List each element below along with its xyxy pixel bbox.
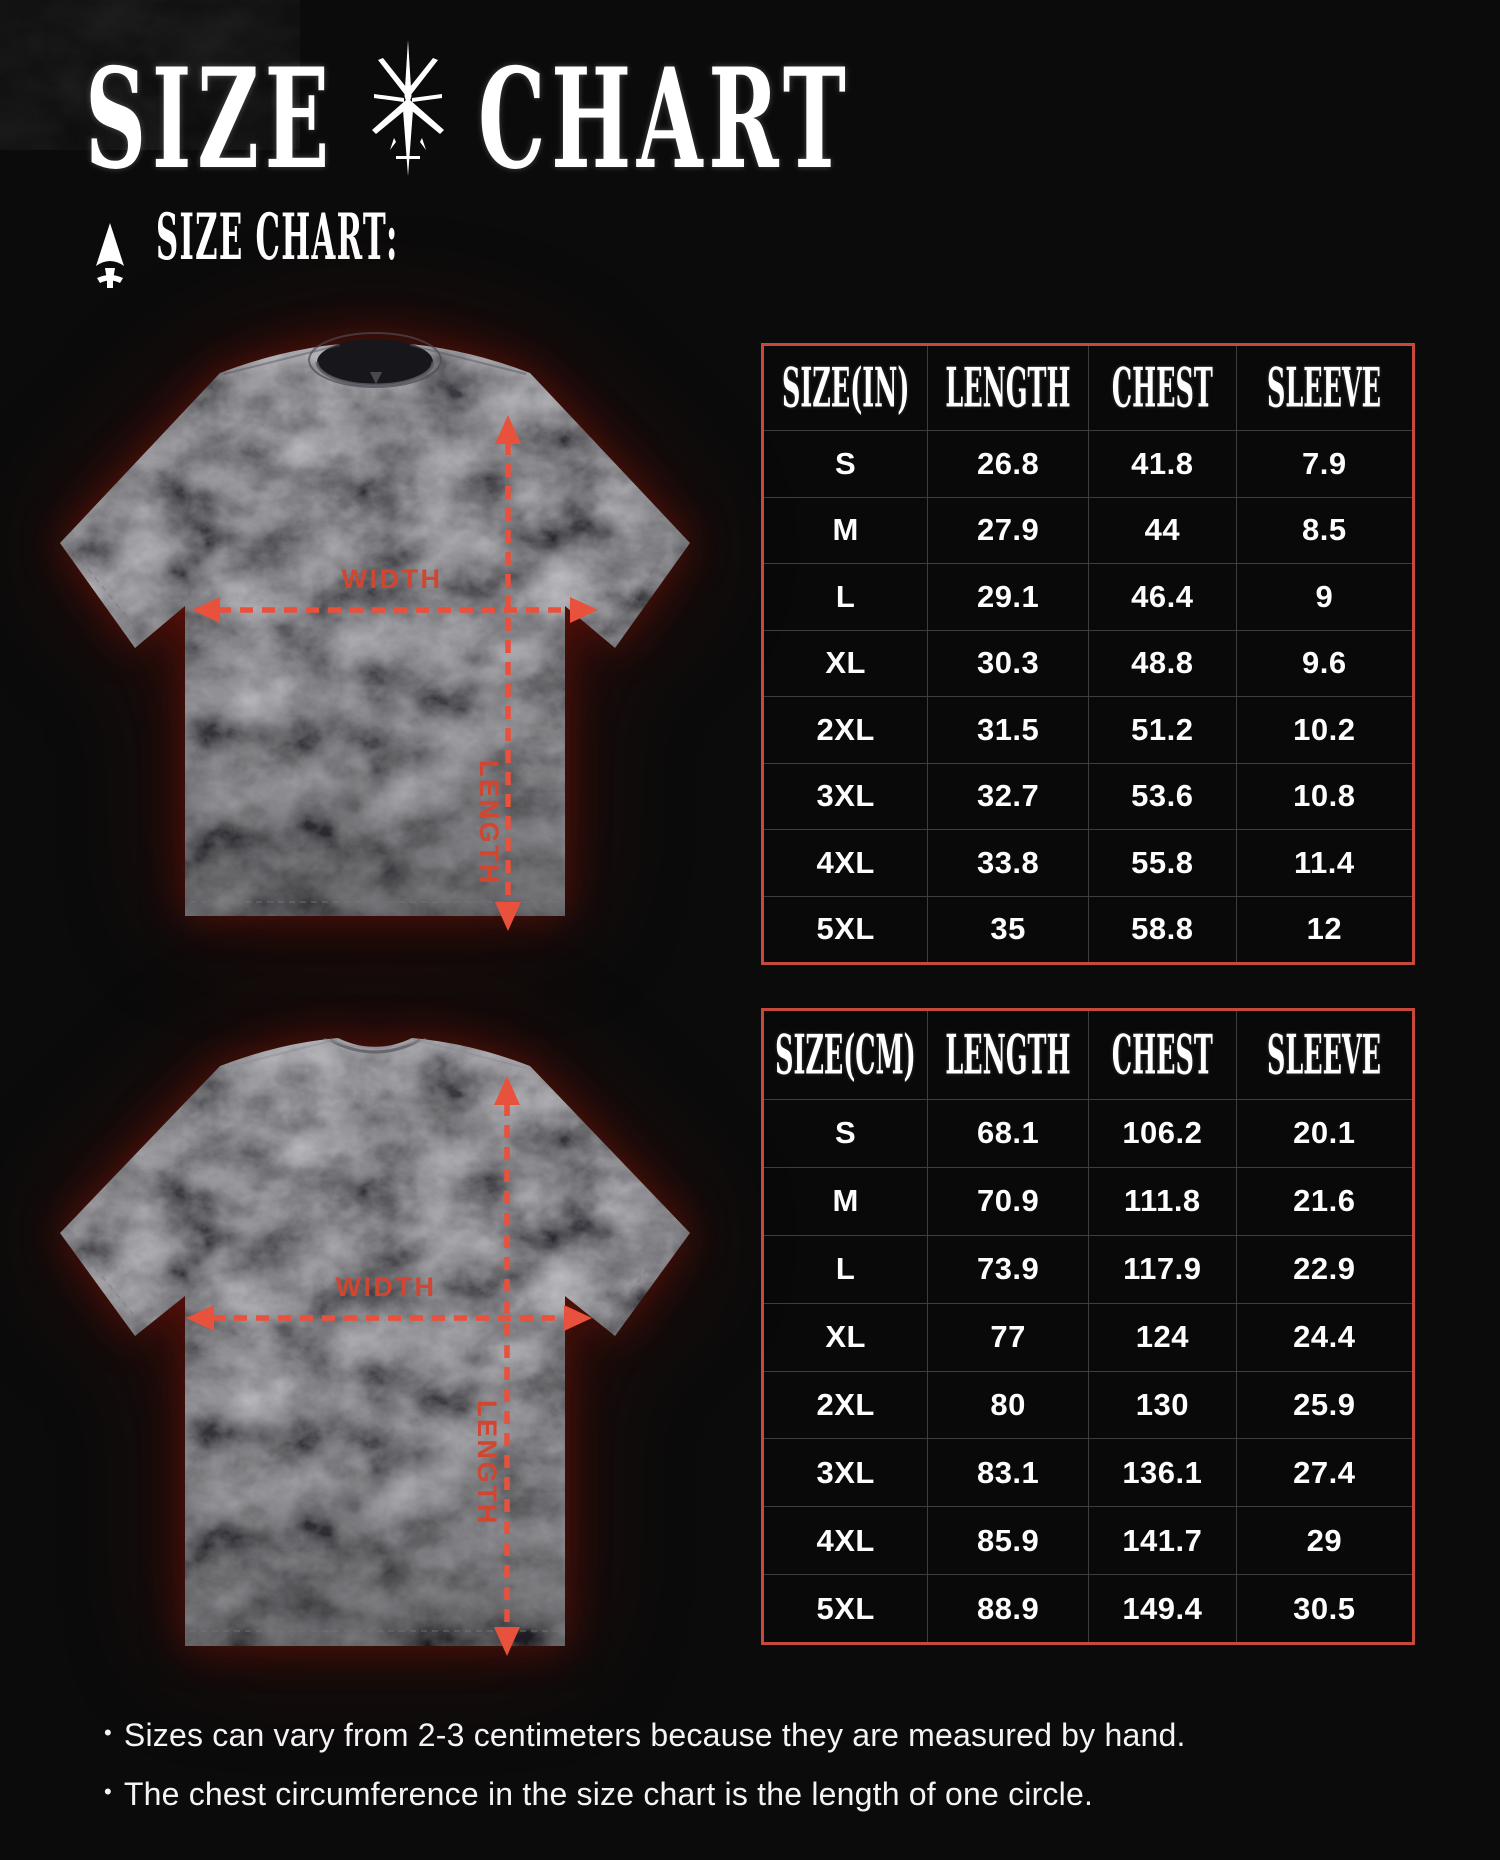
- note-line: [104, 1706, 1444, 1765]
- column-header-length: [927, 1011, 1088, 1099]
- bullet-glyph: •: [104, 1779, 112, 1805]
- measurement-value-cell: 88.9: [927, 1574, 1088, 1642]
- measurement-value-cell: 27.9: [927, 497, 1088, 564]
- measurement-value-cell: 130: [1088, 1371, 1236, 1439]
- measurement-value-cell: 141.7: [1088, 1506, 1236, 1574]
- measurement-value-cell: 26.8: [927, 430, 1088, 497]
- measurement-value-cell: 149.4: [1088, 1574, 1236, 1642]
- measurement-value-cell: 48.8: [1088, 630, 1236, 697]
- column-header-sizecm: [764, 1011, 927, 1099]
- measurement-value-cell: 30.3: [927, 630, 1088, 697]
- measurement-value-cell: 44: [1088, 497, 1236, 564]
- back-width-label: WIDTH: [335, 1272, 437, 1302]
- measurement-value-cell: 77: [927, 1303, 1088, 1371]
- front-width-label: WIDTH: [341, 564, 443, 594]
- measurement-value-cell: 21.6: [1236, 1167, 1412, 1235]
- page-title-word-chart: CHART: [478, 37, 852, 200]
- size-label-cell: XL: [764, 1303, 927, 1371]
- measurement-value-cell: 58.8: [1088, 896, 1236, 963]
- measurement-value-cell: 136.1: [1088, 1438, 1236, 1506]
- measurement-value-cell: 9.6: [1236, 630, 1412, 697]
- measurement-value-cell: 30.5: [1236, 1574, 1412, 1642]
- measurement-value-cell: 46.4: [1088, 563, 1236, 630]
- column-header-text: SIZE(IN): [781, 355, 910, 420]
- measurement-value-cell: 31.5: [927, 696, 1088, 763]
- size-label-cell: 2XL: [764, 1371, 927, 1439]
- column-header-chest: [1088, 346, 1236, 430]
- measurement-value-cell: 111.8: [1088, 1167, 1236, 1235]
- size-label-cell: S: [764, 430, 927, 497]
- measurement-value-cell: 8.5: [1236, 497, 1412, 564]
- measurement-value-cell: 55.8: [1088, 829, 1236, 896]
- size-label-cell: 5XL: [764, 896, 927, 963]
- column-header-sleeve: [1236, 346, 1412, 430]
- column-header-text: SLEEVE: [1267, 1022, 1382, 1087]
- tshirt-front-figure: [40, 318, 700, 958]
- measurement-value-cell: 10.2: [1236, 696, 1412, 763]
- measurement-value-cell: 24.4: [1236, 1303, 1412, 1371]
- measurement-value-cell: 80: [927, 1371, 1088, 1439]
- column-header-text: SIZE(CM): [775, 1022, 916, 1087]
- tshirt-back-image: [40, 1018, 700, 1678]
- measurement-value-cell: 7.9: [1236, 430, 1412, 497]
- column-header-chest: [1088, 1011, 1236, 1099]
- size-label-cell: 4XL: [764, 1506, 927, 1574]
- thorn-star-sigil-icon: [366, 38, 450, 180]
- column-header-text: LENGTH: [945, 355, 1071, 420]
- size-label-cell: L: [764, 563, 927, 630]
- measurement-value-cell: 29.1: [927, 563, 1088, 630]
- footnotes: [104, 1706, 1444, 1824]
- measurement-value-cell: 73.9: [927, 1235, 1088, 1303]
- column-header-length: [927, 346, 1088, 430]
- measurement-value-cell: 70.9: [927, 1167, 1088, 1235]
- tshirt-front-image: [40, 318, 700, 958]
- page-title-word-size: SIZE: [85, 37, 335, 200]
- front-length-label: LENGTH: [474, 760, 504, 886]
- tshirt-back-figure: [40, 1018, 700, 1678]
- column-header-sleeve: [1236, 1011, 1412, 1099]
- size-label-cell: M: [764, 1167, 927, 1235]
- measurement-value-cell: 83.1: [927, 1438, 1088, 1506]
- note-text: Sizes can vary from 2-3 centimeters because they are measured by hand.: [123, 1717, 1186, 1753]
- measurement-value-cell: 10.8: [1236, 763, 1412, 830]
- size-label-cell: 5XL: [764, 1574, 927, 1642]
- spearhead-icon: [87, 222, 133, 288]
- measurement-value-cell: 27.4: [1236, 1438, 1412, 1506]
- column-header-text: CHEST: [1111, 1022, 1213, 1087]
- section-heading: SIZE CHART:: [156, 200, 399, 275]
- size-label-cell: S: [764, 1099, 927, 1167]
- measurement-value-cell: 68.1: [927, 1099, 1088, 1167]
- note-line: [104, 1765, 1444, 1824]
- measurement-value-cell: 9: [1236, 563, 1412, 630]
- size-label-cell: 3XL: [764, 763, 927, 830]
- measurement-value-cell: 106.2: [1088, 1099, 1236, 1167]
- measurement-value-cell: 33.8: [927, 829, 1088, 896]
- measurement-value-cell: 35: [927, 896, 1088, 963]
- measurement-value-cell: 12: [1236, 896, 1412, 963]
- size-label-cell: M: [764, 497, 927, 564]
- bullet-glyph: •: [104, 1720, 112, 1745]
- measurement-value-cell: 32.7: [927, 763, 1088, 830]
- measurement-value-cell: 124: [1088, 1303, 1236, 1371]
- measurement-value-cell: 41.8: [1088, 430, 1236, 497]
- column-header-sizein: [764, 346, 927, 430]
- measurement-value-cell: 29: [1236, 1506, 1412, 1574]
- note-text: The chest circumference in the size chart is the length of one circle.: [123, 1776, 1094, 1813]
- size-label-cell: 3XL: [764, 1438, 927, 1506]
- measurement-value-cell: 20.1: [1236, 1099, 1412, 1167]
- measurement-value-cell: 22.9: [1236, 1235, 1412, 1303]
- column-header-text: SLEEVE: [1267, 355, 1382, 420]
- size-table-cm: [761, 1008, 1415, 1645]
- size-label-cell: L: [764, 1235, 927, 1303]
- measurement-value-cell: 117.9: [1088, 1235, 1236, 1303]
- measurement-value-cell: 53.6: [1088, 763, 1236, 830]
- measurement-value-cell: 11.4: [1236, 829, 1412, 896]
- measurement-value-cell: 51.2: [1088, 696, 1236, 763]
- back-length-label: LENGTH: [472, 1400, 502, 1526]
- measurement-value-cell: 25.9: [1236, 1371, 1412, 1439]
- column-header-text: LENGTH: [945, 1022, 1071, 1087]
- size-table-inches: [761, 343, 1415, 965]
- column-header-text: CHEST: [1111, 355, 1213, 420]
- size-label-cell: 4XL: [764, 829, 927, 896]
- measurement-value-cell: 85.9: [927, 1506, 1088, 1574]
- size-label-cell: XL: [764, 630, 927, 697]
- size-label-cell: 2XL: [764, 696, 927, 763]
